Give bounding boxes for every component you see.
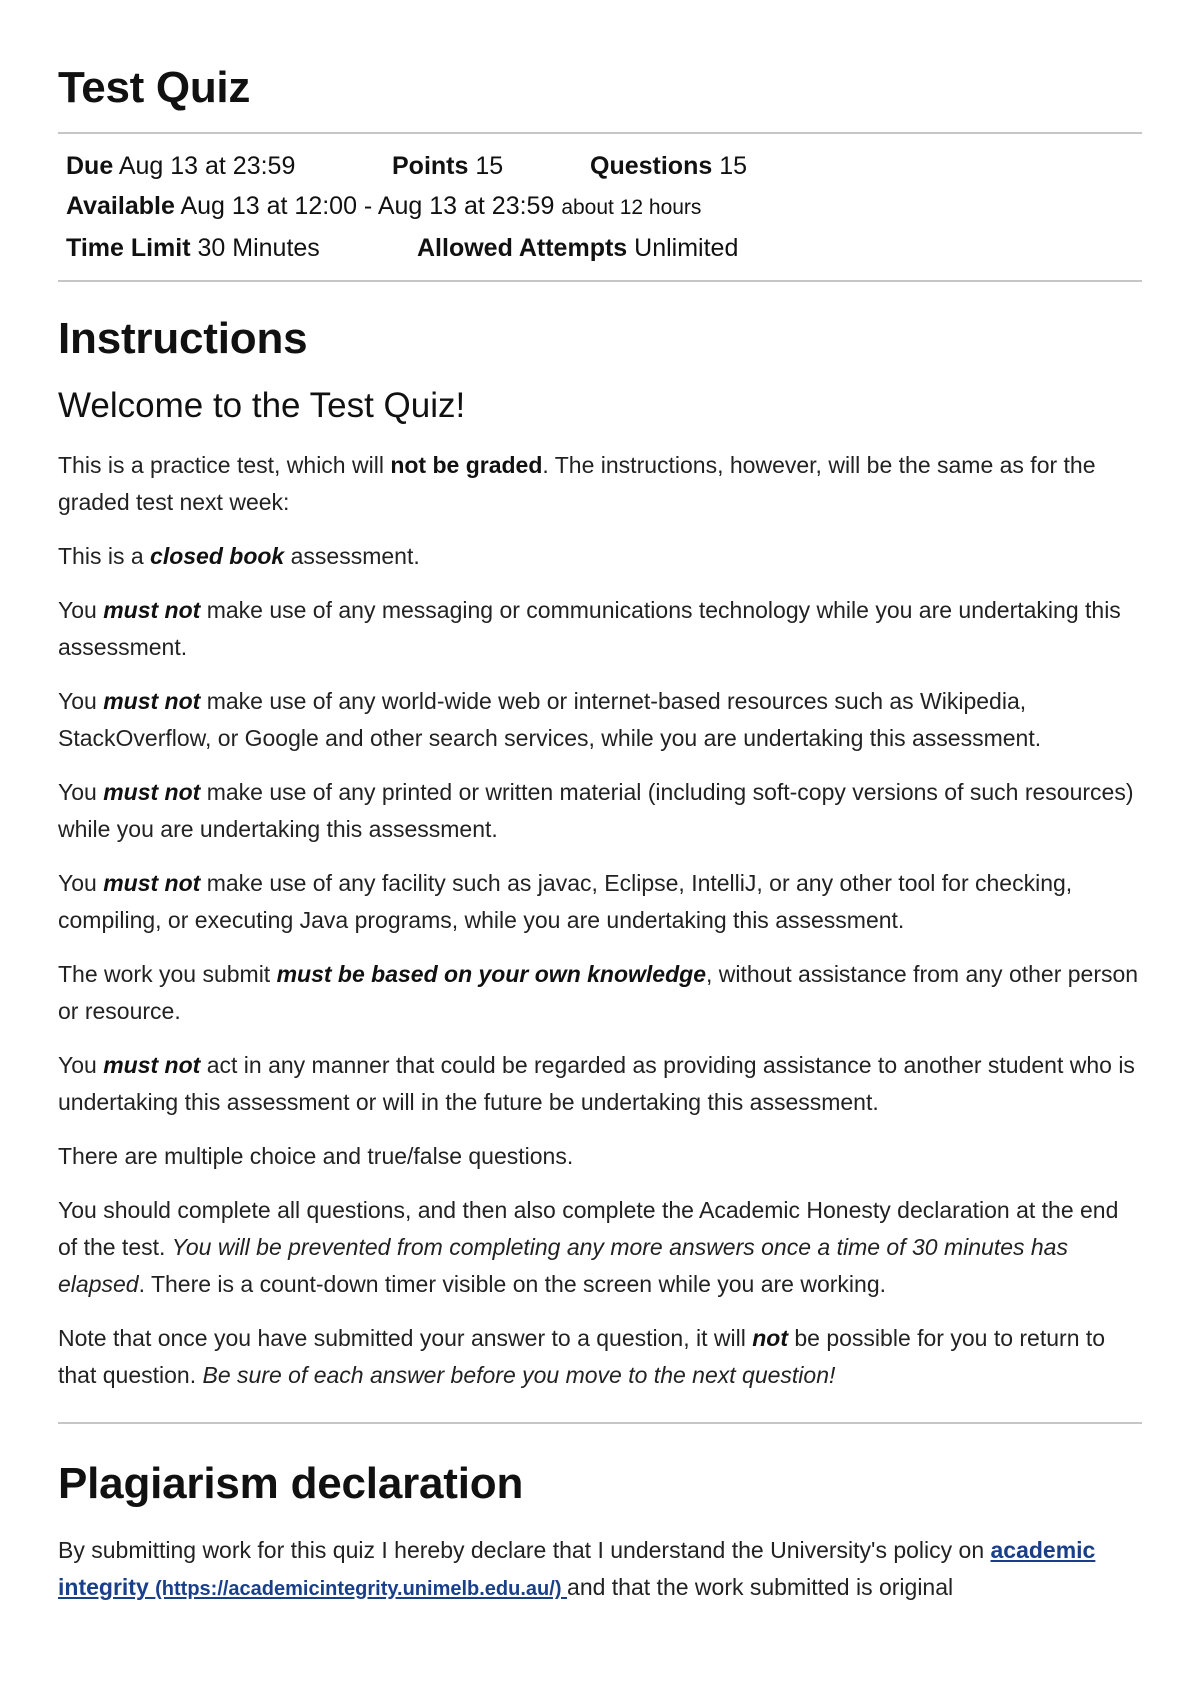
text: This is a practice test, which will [58,452,391,478]
due-label: Due [66,152,114,180]
availability [66,186,701,228]
text: act in any manner that could be regarded as providing assistance to another student who is undertaking this assessment or will in the future be undertaking this assessment. [58,1052,1135,1115]
page-title: Test Quiz [58,63,251,112]
points [392,146,590,186]
link-text: academic integrity [58,1537,1096,1600]
text: make use of any world-wide web or internet-based resources such as Wikipedia, StackOverflow, or Google and other search services, while you are undertaking this assessment. [58,688,1042,751]
instruction-paragraph [58,1320,1142,1394]
points-value: 15 [475,152,504,180]
plagiarism-paragraph [58,1532,1142,1608]
emphasis: must not [103,597,201,623]
plagiarism-heading: Plagiarism declaration [58,1459,524,1508]
text: make use of any facility such as javac, Eclipse, IntelliJ, or any other tool for checking, compiling, or executing Java programs, while you are undertaking this assessment. [58,870,1073,933]
instruction-paragraph [58,865,1142,939]
emphasis: must not [103,870,201,896]
text: and that the work submitted is original [567,1574,954,1600]
points-label: Points [392,152,469,180]
text: By submitting work for this quiz I hereby declare that I understand the University's policy on [58,1537,991,1563]
instructions-body [58,447,1142,1394]
text: You [58,688,104,714]
instruction-paragraph [58,956,1142,1030]
text: . The instructions, however, will be the same as for the graded test next week: [58,452,1096,515]
text: . There is a count-down timer visible on the screen while you are working. [138,1271,887,1297]
text: You [58,597,104,623]
text: You [58,1052,104,1078]
text: Note that once you have submitted your answer to a question, it will [58,1325,753,1351]
questions [590,146,747,186]
available-duration: about 12 hours [561,196,702,219]
details-row [66,186,1134,228]
attempts-value: Unlimited [634,234,739,262]
questions-value: 15 [719,152,748,180]
instruction-paragraph [58,774,1142,848]
quiz-details [58,134,1142,280]
due-date [66,146,392,186]
instruction-paragraph [58,683,1142,757]
due-value: Aug 13 at 23:59 [118,152,296,180]
emphasis: closed book [150,543,285,569]
text: make use of any messaging or communications technology while you are undertaking this assessment. [58,597,1121,660]
available-label: Available [66,192,175,220]
text: assessment. [284,543,420,569]
time-limit-value: 30 Minutes [197,234,320,262]
text: You [58,870,104,896]
emphasis: not [752,1325,788,1351]
emphasis: must not [103,1052,201,1078]
text: You [58,779,104,805]
emphasis: You will be prevented from completing any more answers once a time of 30 minutes has elapsed [58,1234,1068,1297]
time-limit-label: Time Limit [66,234,191,262]
details-row [66,146,1134,186]
link-url: (https://academicintegrity.unimelb.edu.au/) [155,1578,568,1600]
text: , without assistance from any other person or resource. [58,961,1139,1024]
instruction-paragraph [58,1047,1142,1121]
instruction-paragraph: There are multiple choice and true/false questions. [58,1143,574,1169]
welcome-heading: Welcome to the Test Quiz! [58,386,466,425]
text: This is a [58,543,151,569]
allowed-attempts [417,228,738,268]
time-limit [66,228,417,268]
text: You should complete all questions, and then also complete the Academic Honesty declaration at the end of the test. [58,1197,1119,1260]
attempts-label: Allowed Attempts [417,234,628,262]
details-row [66,228,1134,268]
instruction-paragraph [58,1192,1142,1303]
instruction-paragraph [58,447,1142,521]
emphasis: Be sure of each answer before you move to the next question! [202,1362,836,1388]
emphasis: must not [103,688,201,714]
questions-label: Questions [590,152,713,180]
instruction-paragraph [58,592,1142,666]
text: be possible for you to return to that question. [58,1325,1106,1388]
instruction-paragraph [58,538,1142,575]
text: The work you submit [58,961,277,987]
instructions-heading: Instructions [58,314,308,363]
text: make use of any printed or written material (including soft-copy versions of such resources) while you are undertaking this assessment. [58,779,1134,842]
emphasis: must be based on your own knowledge [276,961,706,987]
emphasis: not be graded [390,452,543,478]
available-value: Aug 13 at 12:00 - Aug 13 at 23:59 [180,192,555,220]
emphasis: must not [103,779,201,805]
